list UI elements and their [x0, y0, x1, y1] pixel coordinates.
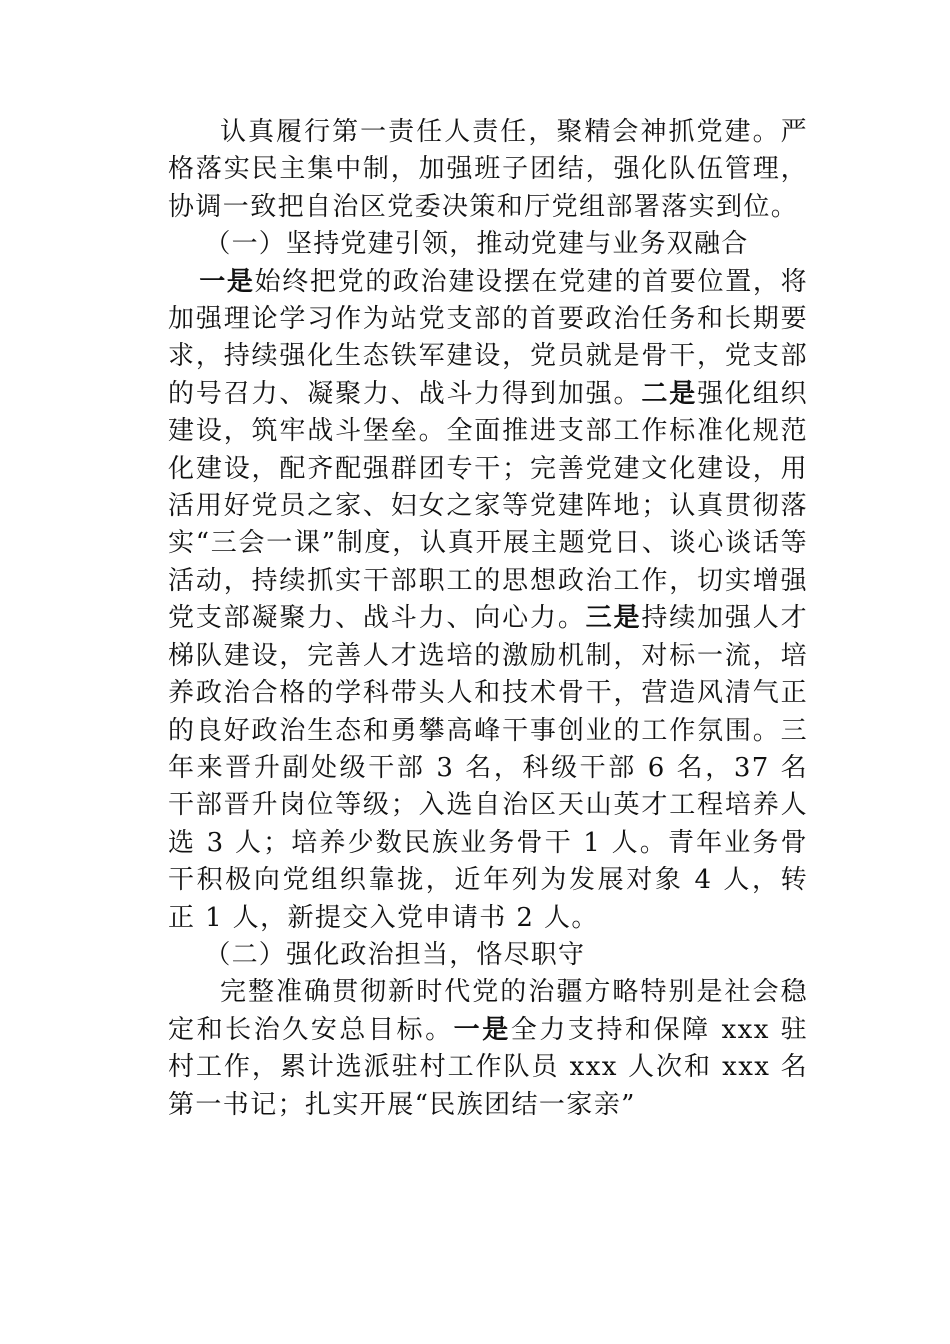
bold-marker-first: 一是 — [199, 266, 255, 297]
bold-marker-third: 三是 — [585, 603, 642, 634]
paragraph-intro: 认真履行第一责任人责任，聚精会神抓党建。严格落实民主集中制，加强班子团结，强化队伍管理，协调一致把自治区党委决策和厅党组部署落实到位。 — [168, 117, 808, 222]
bold-marker-second: 二是 — [641, 378, 698, 409]
paragraph-text: 完整准确贯彻新时代党的治疆方略特别是社会稳定和长治久安总目标。 — [168, 977, 808, 1045]
bold-marker-first: 一是 — [453, 1014, 511, 1045]
paragraph-text: 强化组织建设，筑牢战斗堡垒。全面推进支部工作标准化规范化建设，配齐配强群团专干；完善党建文化建设，用活用好党员之家、妇女之家等党建阵地；认真贯彻落实“三会一课”制度，认真开展主题党日、谈心谈话等活动，持续抓实干部职工的思想政治工作，切实增强党支部凝聚力、战斗力、向心力。 — [168, 378, 808, 634]
paragraph-party-building — [168, 264, 808, 937]
paragraph-text: 全力支持和保障 xxx 驻村工作，累计选派驻村工作队员 xxx 人次和 xxx 名第一书记；扎实开展“民族团结一家亲” — [168, 1014, 808, 1120]
section-heading-2: （二）强化政治担当，恪尽职守 — [204, 939, 586, 970]
paragraph-political — [168, 974, 808, 1124]
paragraph-text: 始终把党的政治建设摆在党建的首要位置，将加强理论学习作为站党支部的首要政治任务和长期要求，持续强化生态铁军建设，党员就是骨干，党支部的号召力、凝聚力、战斗力得到加强。 — [168, 266, 808, 409]
section-heading-1: （一）坚持党建引领，推动党建与业务双融合 — [204, 229, 749, 260]
paragraph-text: 持续加强人才梯队建设，完善人才选培的激励机制，对标一流，培养政治合格的学科带头人和技术骨干，营造风清气正的良好政治生态和勇攀高峰干事创业的工作氛围。三年来晋升副处级干部 3 名，科级干部 6 名，37 名干部晋升岗位等级；入选自治区天山英才工程培养人选 3 人；培养少数民族业务骨干 1 人。青年业务骨干积极向党组织靠拢，近年列为发展对象 4 人，转正 1 人，新提交入党申请书 2 人。 — [168, 603, 808, 933]
document-body — [168, 114, 808, 1124]
